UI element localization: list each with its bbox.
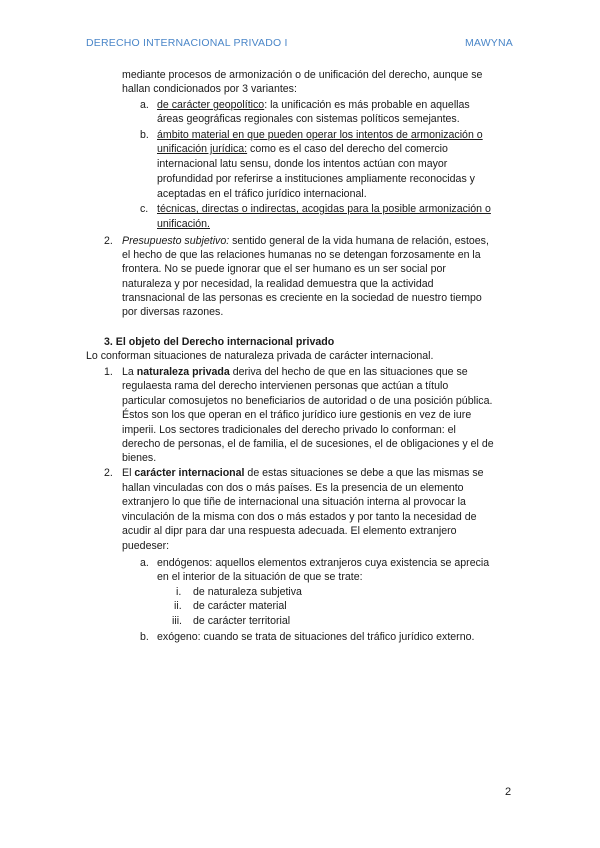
variant-a-line: de carácter geopolítico: la unificación es más probable en aquellas (157, 99, 470, 111)
item2-line: naturaleza y por necesidad, la realidad demuestra que la actividad (122, 278, 434, 290)
page-number: 2 (505, 786, 512, 798)
paragraph-line: El carácter internacional de estas situaciones se debe a que las mismas se (122, 467, 484, 479)
paragraph-line: Éstos son los que operan en el tráfico jurídico iure gestionis en vez de iure (122, 409, 472, 421)
section-heading: 3. El objeto del Derecho internacional privado (104, 336, 335, 348)
paragraph-line: bienes. (122, 452, 157, 464)
key-term: naturaleza privada (136, 366, 230, 378)
paragraph-line: imperii. Los sectores tradicionales del derecho privado lo conforman: el (122, 424, 456, 436)
intro-line: mediante procesos de armonización o de unificación del derecho, aunque se (122, 69, 483, 81)
variant-b-line: unificación jurídica: como es el caso del derecho del comercio (157, 143, 448, 155)
variant-c-term: técnicas, directas o indirectas, acogidas para la posible armonización o (157, 203, 491, 215)
item2-line: transnacional de las personas es creciente en la sociedad de nuestro tiempo (122, 292, 482, 304)
paragraph-line: derecho de personas, el de familia, el de sucesiones, el de obligaciones y el de (122, 438, 494, 450)
item2-line: por diversas razones. (122, 306, 224, 318)
sublist-item: de naturaleza subjetiva (193, 586, 302, 598)
list-marker: 2. (104, 235, 113, 247)
item2-line: frontera. No se puede ignorar que el ser humano es un ser social por (122, 263, 446, 275)
list-marker: a. (140, 99, 149, 111)
paragraph-line: hallan vinculadas con dos o más países. Es la presencia de un elemento (122, 482, 464, 494)
paragraph-line: regulaesta rama del derecho intervienen personas que actúan a título (122, 380, 449, 392)
variant-b-line: profundidad por referirse a instituciones ampliamente reconocidas y (157, 173, 475, 185)
item2-line: Presupuesto subjetivo: sentido general de la vida humana de relación, estoes, (122, 235, 489, 247)
intro-line: hallan condicionados por 3 variantes: (122, 83, 297, 95)
paragraph-line: particular comosujetos no beneficiarios de autoridad o de una posición pública. (122, 395, 493, 407)
paragraph-line: puedeser: (122, 540, 170, 552)
list-marker: 2. (104, 467, 113, 479)
running-header-author: MAWYNA (464, 37, 513, 49)
variant-c-term: unificación. (157, 218, 210, 230)
variant-a-line: áreas geográficas regionales con sistemas políticos semejantes. (157, 113, 460, 125)
list-marker: b. (140, 129, 149, 141)
list-marker: ii. (174, 600, 182, 612)
item2-term: Presupuesto subjetivo: (122, 235, 230, 247)
running-header-title: DERECHO INTERNACIONAL PRIVADO I (86, 37, 288, 49)
sublist-item: de carácter material (193, 600, 287, 612)
paragraph-line: extranjero lo que tiñe de internacional una situación interna al provocar la (122, 496, 466, 508)
list-marker: a. (140, 557, 149, 569)
sublist-line: exógeno: cuando se trata de situaciones del tráfico jurídico externo. (157, 631, 475, 643)
sublist-line: endógenos: aquellos elementos extranjeros cuya existencia se aprecia (157, 557, 490, 569)
paragraph-line: vinculación de la misma con dos o más estados y por tanto la necesidad de (122, 511, 477, 523)
item2-line: el hecho de que las relaciones humanas no se detengan forzosamente en la (122, 249, 481, 261)
variant-a-term: de carácter geopolítico (157, 99, 265, 111)
list-marker: 1. (104, 366, 113, 378)
list-marker: c. (140, 203, 149, 215)
paragraph-line: La naturaleza privada deriva del hecho de que en las situaciones que se (122, 366, 468, 378)
section-intro: Lo conforman situaciones de naturaleza privada de carácter internacional. (86, 350, 434, 362)
list-marker: iii. (172, 615, 183, 627)
list-marker: i. (176, 586, 182, 598)
sublist-line: en el interior de la situación de que se trate: (157, 571, 363, 583)
variant-b-line: aceptadas en el tráfico jurídico internacional. (157, 188, 367, 200)
variant-b-line: internacional latu sensu, donde los intentos actúan con mayor (157, 158, 448, 170)
paragraph-line: acudir al dipr para dar una respuesta adecuada. El elemento extranjero (122, 525, 457, 537)
sublist-item: de carácter territorial (193, 615, 291, 627)
list-marker: b. (140, 631, 149, 643)
variant-b-term: ámbito material en que pueden operar los intentos de armonización o (157, 129, 483, 141)
key-term: carácter internacional (134, 467, 245, 479)
